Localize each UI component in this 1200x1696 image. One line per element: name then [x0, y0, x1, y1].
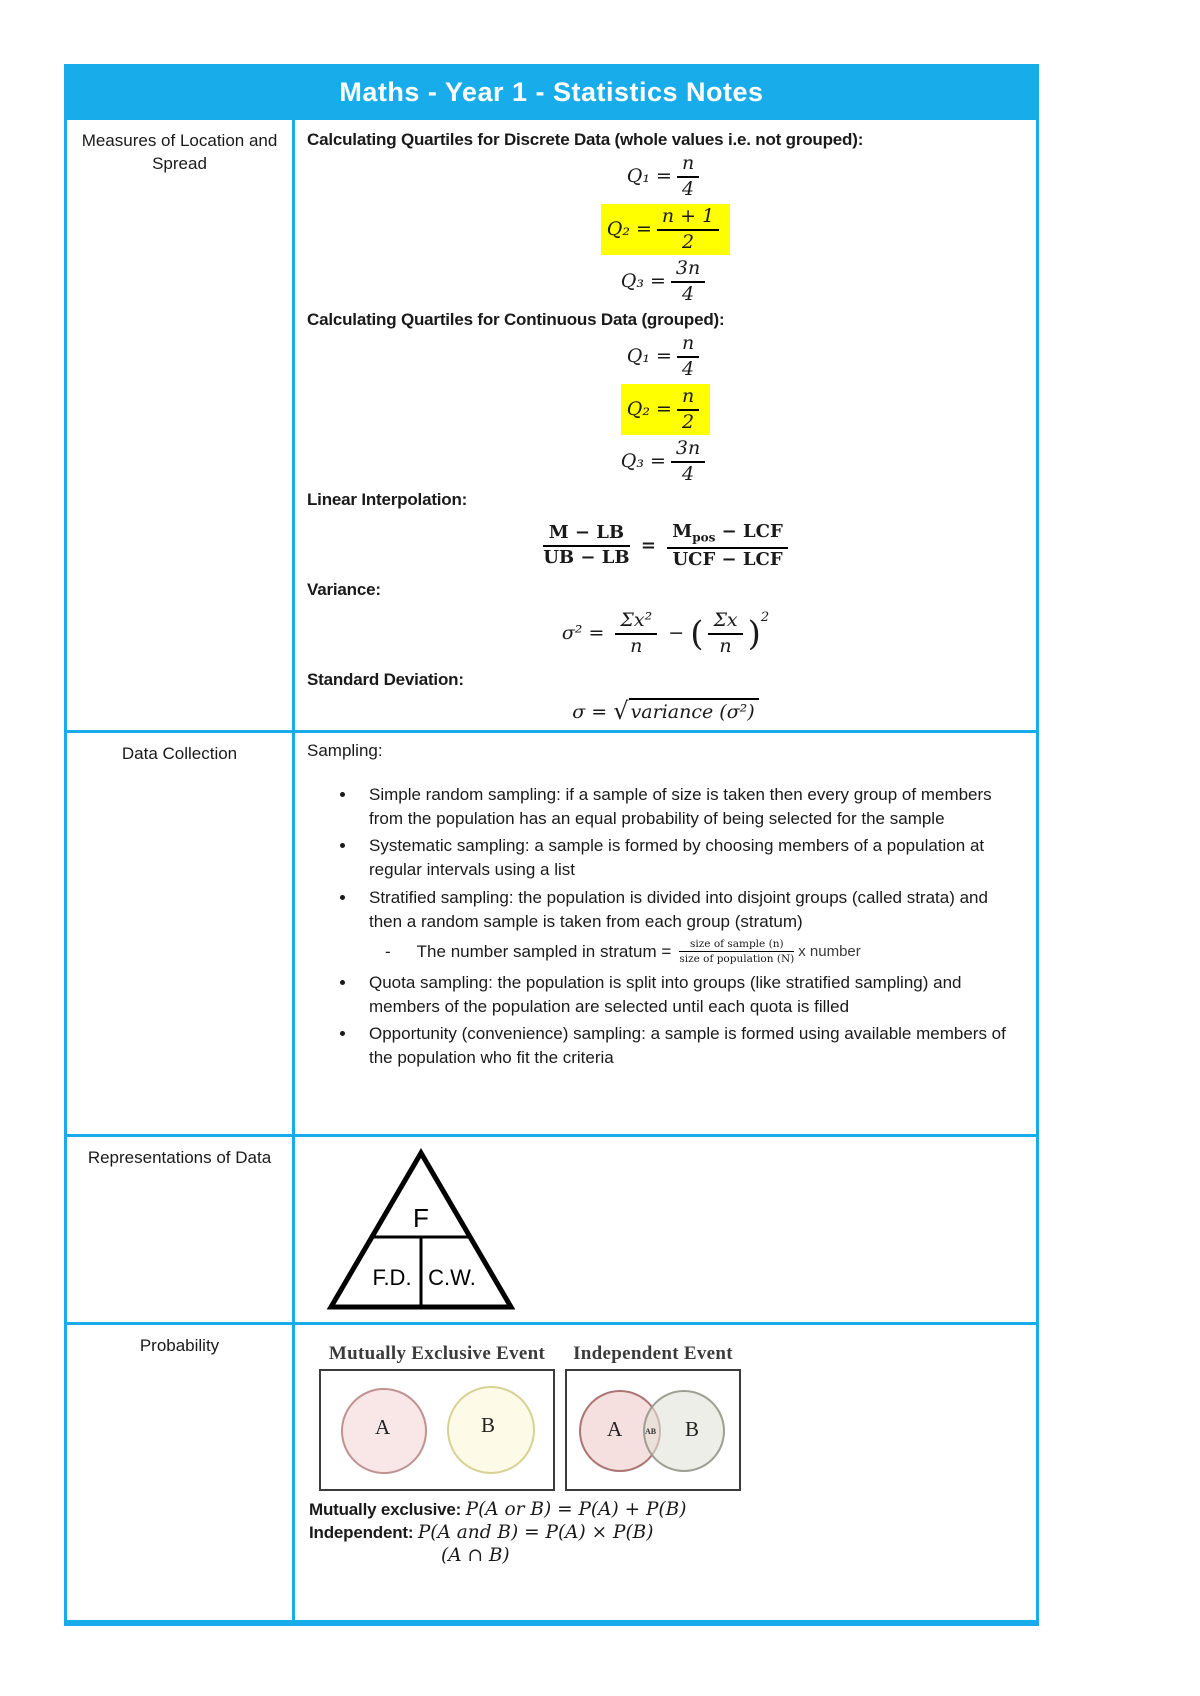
independent-formula: Independent: P(A and B) = P(A) × P(B): [309, 1522, 654, 1544]
row-measures: [67, 117, 1036, 730]
bullet-stratified: • Stratified sampling: the population is divided into disjoint groups (called strata) and then a random sample is taken from each group (stratum) - The number sampled in stratum = size of sample (n) size of population (N) x number: [357, 886, 1024, 968]
triangle-label-f: F: [413, 1203, 429, 1234]
venn-right-box: [565, 1369, 741, 1491]
bullet-opportunity: • Opportunity (convenience) sampling: a sample is formed using available members of the population who fit the criteria: [357, 1022, 1024, 1070]
venn-right-label-b: B: [685, 1417, 700, 1442]
row-label-data-collection: Data Collection: [67, 733, 295, 1134]
row-label-measures: Measures of Location and Spread: [67, 120, 295, 730]
venn-diagrams: [319, 1343, 1024, 1491]
triangle-label-fd: F.D.: [372, 1265, 412, 1291]
row-representations: [67, 1134, 1036, 1322]
probability-formulas: [309, 1499, 1024, 1566]
highlighted-formula: Q₂ = $\frac{n}{2}$: [621, 384, 710, 436]
representations-content: [295, 1137, 1036, 1322]
venn-left-title: Mutually Exclusive Event: [328, 1343, 546, 1365]
bullet-systematic: • Systematic sampling: a sample is formed by choosing members of a population at regular intervals using a list: [357, 834, 1024, 882]
radical-sign: √: [613, 697, 629, 726]
row-data-collection: [67, 730, 1036, 1134]
formula-variance: σ² = $\frac{\text{Σx²}}{n}$ − ( $\frac{\Sigma x}{n}$ )$^2$: [561, 609, 770, 658]
row-label-probability: Probability: [67, 1325, 295, 1620]
measures-content: [295, 120, 1036, 730]
formula-q3-discrete: Q₃ = $\frac{3n}{4}$: [307, 258, 1024, 306]
bullet-simple-random: • Simple random sampling: if a sample of size is taken then every group of members from the population has an equal probability of being selected for the sample: [357, 783, 1024, 831]
mutually-exclusive-formula: Mutually exclusive: P(A or B) = P(A) + P(B): [309, 1499, 687, 1521]
continuous-quartiles-heading: Calculating Quartiles for Continuous Data (grouped):: [307, 310, 725, 330]
probability-content: [295, 1325, 1036, 1620]
interpolation-heading: Linear Interpolation:: [307, 490, 468, 510]
histogram-triangle-diagram: [325, 1147, 1024, 1318]
venn-left-box: [319, 1369, 555, 1491]
variance-heading: Variance:: [307, 580, 381, 600]
sampling-bullet-list: [307, 783, 1024, 1070]
stratum-fraction: size of sample (n) size of population (N): [679, 937, 795, 966]
row-label-representations: Representations of Data: [67, 1137, 295, 1322]
row-probability: [67, 1322, 1036, 1620]
sd-heading: Standard Deviation:: [307, 670, 464, 690]
formula-standard-deviation: σ = √ variance (σ²): [307, 698, 1024, 723]
venn-right-title: Independent Event: [573, 1343, 733, 1365]
formula-interpolation: $\frac{M - LB}{UB - LB}$ = $\frac{M_{pos} - LCF}{\text{UCF − LCF}}$: [307, 522, 1024, 570]
formula-q2-continuous: [307, 384, 1024, 436]
notes-table: [64, 64, 1039, 1626]
mutually-exclusive-venn: [319, 1343, 555, 1491]
venn-left-label-a: A: [375, 1415, 391, 1440]
venn-left-label-b: B: [481, 1413, 496, 1438]
formula-q2-discrete: [307, 204, 1024, 256]
venn-right-label-ab: AB: [645, 1427, 657, 1437]
sampling-heading: Sampling:: [307, 741, 383, 761]
data-collection-content: [295, 733, 1036, 1134]
triangle-svg: [325, 1147, 517, 1313]
table-header: [67, 67, 1036, 117]
formula-q3-continuous: Q₃ = $\frac{3n}{4}$: [307, 438, 1024, 486]
intersection-note: (A ∩ B): [441, 1545, 510, 1567]
highlighted-formula: Q₂ = $\frac{n + 1}{2}$: [601, 204, 730, 256]
formula-q1-continuous: Q₁ = $\frac{n}{4}$: [307, 333, 1024, 381]
independent-venn: [565, 1343, 741, 1491]
discrete-quartiles-heading: Calculating Quartiles for Discrete Data (whole values i.e. not grouped):: [307, 130, 864, 149]
formula-q1-discrete: Q₁ = $\frac{n}{4}$: [307, 153, 1024, 201]
stratum-formula: - The number sampled in stratum = size of sample (n) size of population (N) x number: [385, 937, 861, 966]
triangle-label-cw: C.W.: [428, 1265, 476, 1291]
page-title: Maths - Year 1 - Statistics Notes: [339, 76, 764, 107]
venn-right-label-a: A: [607, 1417, 623, 1442]
bullet-quota: • Quota sampling: the population is split into groups (like stratified sampling) and members of the population are selected until each quota is filled: [357, 971, 1024, 1019]
